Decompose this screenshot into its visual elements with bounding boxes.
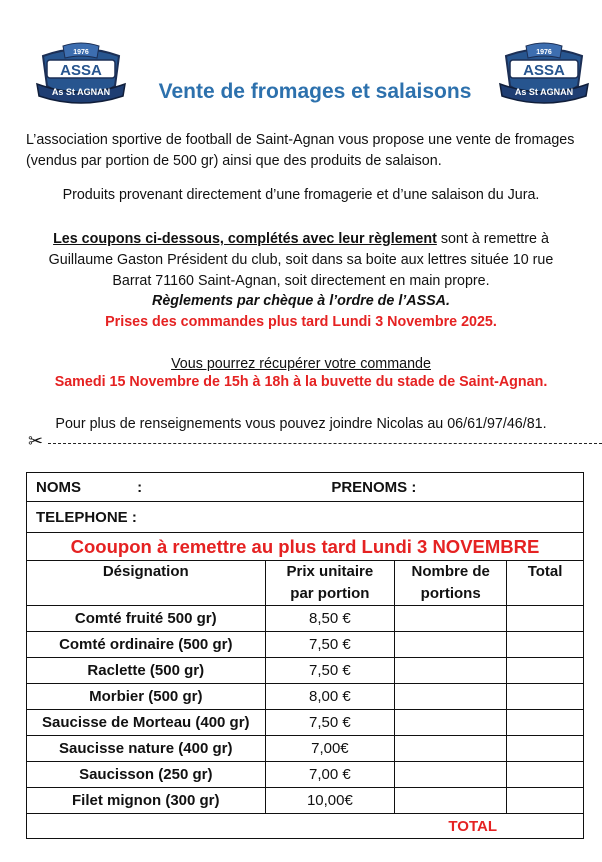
logo-name: ASSA [60, 62, 102, 79]
coupon-title: Cooupon à remettre au plus tard Lundi 3 NOVEMBRE [27, 533, 584, 561]
item-total-cell[interactable] [507, 762, 584, 788]
header-price-line-2: par portion [290, 585, 370, 602]
item-price: 7,00€ [265, 736, 395, 762]
item-count-cell[interactable] [395, 632, 507, 658]
pickup-label: Vous pourrez récupérer votre commande [171, 356, 431, 372]
total-label: TOTAL [448, 817, 497, 835]
order-form [26, 472, 584, 839]
header-total: Total [507, 561, 584, 606]
logo-name: ASSA [523, 62, 565, 79]
table-row [27, 606, 584, 632]
item-price: 7,00 € [265, 762, 395, 788]
item-price: 8,50 € [265, 606, 395, 632]
item-name: Saucisson (250 gr) [27, 762, 266, 788]
item-total-cell[interactable] [507, 658, 584, 684]
item-price: 7,50 € [265, 710, 395, 736]
item-total-cell[interactable] [507, 736, 584, 762]
contact-text: Pour plus de renseignements vous pouvez joindre Nicolas au 06/61/97/46/81. [55, 416, 547, 432]
item-price: 7,50 € [265, 632, 395, 658]
noms-colon: : [137, 478, 143, 496]
coupons-line-2: Guillaume Gaston Président du club, soit dans sa boite aux lettres située 10 rue [48, 252, 554, 268]
item-price: 10,00€ [265, 788, 395, 814]
table-row [27, 762, 584, 788]
header-price [265, 561, 395, 606]
prenoms-label: PRENOMS : [331, 478, 417, 496]
item-count-cell[interactable] [395, 762, 507, 788]
telephone-label: TELEPHONE : [36, 508, 137, 526]
item-name: Saucisse de Morteau (400 gr) [27, 710, 266, 736]
table-row [27, 684, 584, 710]
noms-label: NOMS [36, 478, 81, 496]
dashed-divider [48, 443, 602, 444]
telephone-row[interactable] [27, 502, 584, 533]
item-name: Filet mignon (300 gr) [27, 788, 266, 814]
origin-text: Produits provenant directement d’une fromagerie et d’une salaison du Jura. [62, 187, 540, 203]
header-designation: Désignation [27, 561, 266, 606]
item-count-cell[interactable] [395, 606, 507, 632]
header-count-line-2: portions [420, 585, 481, 602]
table-row [27, 658, 584, 684]
header-count [395, 561, 507, 606]
table-row [27, 632, 584, 658]
item-total-cell[interactable] [507, 710, 584, 736]
header-price-line-1: Prix unitaire [286, 563, 374, 580]
item-total-cell[interactable] [507, 788, 584, 814]
cut-line [28, 433, 602, 453]
coupons-line-1-rest: sont à remettre à [436, 231, 549, 247]
pickup-when: Samedi 15 Novembre de 15h à 18h à la buvette du stade de Saint-Agnan. [54, 374, 548, 390]
item-total-cell[interactable] [507, 632, 584, 658]
order-deadline: Prises des commandes plus tard Lundi 3 Novembre 2025. [105, 314, 497, 330]
intro-text: L’association sportive de football de Saint-Agnan vous propose une vente de fromages (vendus par portion de 500 gr) ainsi que des produits de salaison. [26, 132, 575, 169]
logo-year: 1976 [536, 49, 552, 56]
table-row [27, 736, 584, 762]
item-count-cell[interactable] [395, 658, 507, 684]
item-total-cell[interactable] [507, 606, 584, 632]
page-title: Vente de fromages et salaisons [158, 80, 472, 103]
coupons-line-1 [0, 229, 602, 250]
item-total-cell[interactable] [507, 684, 584, 710]
header-count-line-1: Nombre de [411, 563, 490, 580]
item-name: Raclette (500 gr) [27, 658, 266, 684]
logo-subtitle: As St AGNAN [514, 87, 574, 97]
item-name: Comté fruité 500 gr) [27, 606, 266, 632]
logo-year: 1976 [73, 49, 89, 56]
names-row[interactable] [27, 473, 584, 502]
table-row [27, 788, 584, 814]
item-count-cell[interactable] [395, 710, 507, 736]
item-count-cell[interactable] [395, 788, 507, 814]
item-count-cell[interactable] [395, 736, 507, 762]
item-count-cell[interactable] [395, 684, 507, 710]
item-name: Comté ordinaire (500 gr) [27, 632, 266, 658]
item-name: Saucisse nature (400 gr) [27, 736, 266, 762]
logo-subtitle: As St AGNAN [51, 87, 111, 97]
item-price: 8,00 € [265, 684, 395, 710]
item-price: 7,50 € [265, 658, 395, 684]
coupons-line-3: Barrat 71160 Saint-Agnan, soit directement en main propre. [112, 273, 490, 289]
scissors-icon: ✂ [28, 431, 44, 451]
coupons-underlined: Les coupons ci-dessous, complétés avec leur règlement [53, 231, 437, 247]
total-row[interactable] [27, 814, 584, 839]
payment-note: Règlements par chèque à l’ordre de l’ASSA. [152, 293, 450, 309]
table-row [27, 710, 584, 736]
item-name: Morbier (500 gr) [27, 684, 266, 710]
